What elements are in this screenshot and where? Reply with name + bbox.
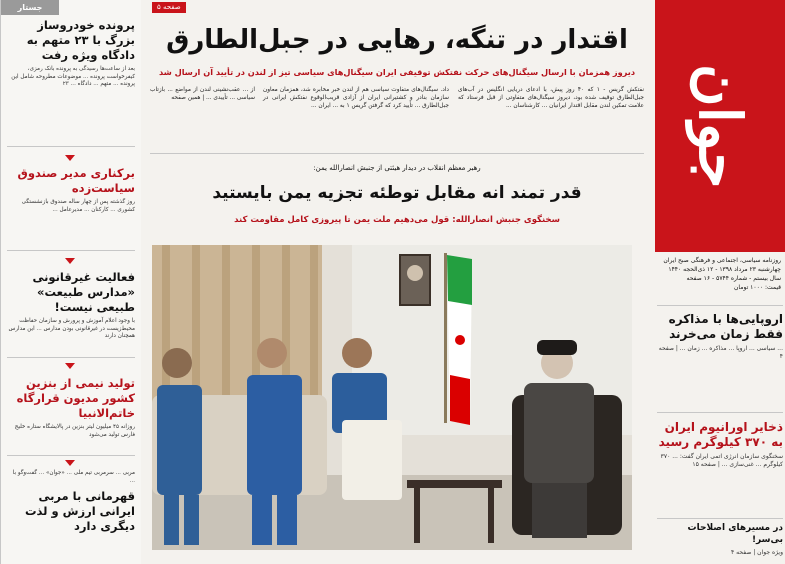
- divider: [657, 412, 783, 413]
- main-subhead: دیروز همزمان با ارسال سیگنال‌های حرکت نفتکش توقیفی ایران سیگنال‌های سیاسی تیز از لندن در تأیید آن ارسال شد: [158, 67, 636, 77]
- right-story: [657, 522, 783, 557]
- left-story-title: برکناری مدیر صندوق سیاست‌زده: [17, 166, 135, 195]
- right-story-body: سخنگوی سازمان انرژی اتمی ایران گفت: ... ۳۷۰ کیلوگرم ... غنی‌سازی ... | صفحه ۱۵: [660, 453, 783, 468]
- right-story-title: در مسیرهای اصلاحات بی‌سر!: [687, 523, 783, 545]
- divider: [657, 518, 783, 519]
- right-story: [657, 420, 783, 469]
- divider: [7, 146, 135, 147]
- left-story-title: فعالیت غیرقانونی «مدارس طبیعت» طبیعی نیست!: [32, 270, 135, 314]
- left-story-body: بعد از ساعت‌ها رسیدگی به پرونده بانک رمزی، کیفرخواست پرونده ... موضوعات مطروحه شامل این پرونده ... متهم ... دادگاه ... ۲۳: [11, 66, 135, 87]
- left-story: [7, 270, 135, 341]
- right-story-body: ... سیاسی ... اروپا ... مذاکره ... زمان ... | صفحه ۴: [658, 345, 783, 360]
- left-story-body: مربی ... سرمربی تیم ملی ... «جوان» ... گفت‌وگو با ...: [12, 470, 135, 484]
- second-sub: سخنگوی جنبش انصارالله: قول می‌دهیم ملت یمن تا پیروزی کامل مقاومت کند: [234, 215, 560, 225]
- divider: [7, 357, 135, 358]
- divider: [657, 305, 783, 306]
- masthead: [655, 0, 785, 252]
- column-brand: جستار: [1, 0, 59, 15]
- main-body-col: داد. سیگنال‌های متفاوت سیاسی هم از لندن خبر مخابره شد، همزمان معاون سازمان بنادر و کشتیرانی ایران از آزادی قریب‌الوقوع نفتکش ایرانی در جبل‌الطارق ... تأیید کرد که گرفتن گریس ۱ به ... ایران ...: [263, 87, 449, 110]
- masthead-info: روزنامه سیاسی، اجتماعی و فرهنگی صبح ایران چهارشنبه ۲۳ مرداد ۱۳۹۸ - ۱۲ ذی‌الحجه ۱۴۴۰ سال بیستم - شماره ۵۷۴۴ - ۱۶ صفحه قیمت: ۱۰۰۰ تومان: [663, 257, 781, 291]
- main-body-col: نفتکش گریس - ۱ که ۴۰ روز پیش، با ادعای دریایی انگلیس در آب‌های جبل‌الطارق توقیف شده بود، دیروز سیگنال‌های متفاوتی از قبل فرستاد که علامت تمکین لندن مقابل اقتدار ایرانیان ... کارشناسان ...: [458, 87, 644, 110]
- meeting-photo: [152, 245, 632, 550]
- left-story-title: تولید نیمی از بنزین کشور مدیون قرارگاه خاتم‌الانبیا: [16, 376, 135, 420]
- triangle-icon: [65, 363, 75, 369]
- left-story-title: پرونده خودروساز بزرگ با ۲۳ متهم به دادگاه ویژه رفت: [26, 18, 135, 62]
- right-story-body: ویژه جوان | صفحه ۴: [730, 549, 783, 556]
- divider: [7, 250, 135, 251]
- left-story-body: روزانه ۴۵ میلیون لیتر بنزین در پالایشگاه ستاره خلیج فارس تولید می‌شود: [14, 424, 135, 438]
- left-story: [7, 166, 135, 214]
- meeting-photo-illustration: [152, 245, 632, 550]
- left-column: [0, 0, 141, 564]
- left-story-title: قهرمانی با مربی ایرانی ارزش و لذت دیگری دارد: [24, 489, 135, 533]
- left-story: [7, 376, 135, 439]
- divider: [7, 455, 135, 456]
- second-headline: قدر تمند انه مقابل توطئه تجزیه یمن بایستید: [212, 183, 582, 203]
- left-story: [7, 18, 135, 89]
- page-label: صفحه ۵: [152, 2, 186, 13]
- right-story: [657, 312, 783, 361]
- triangle-icon: [65, 460, 75, 466]
- left-story: [7, 470, 135, 534]
- left-story-body: با وجود اعلام آموزش و پرورش و سازمان حفاظت محیط‌زیست در غیرقانونی بودن مدارس ... این مدارس همچنان دارند: [8, 318, 135, 339]
- masthead-title: جوان: [686, 63, 754, 189]
- right-story-title: ذخایر اورانیوم ایران به ۳۷۰ کیلوگرم رسید: [658, 420, 783, 449]
- right-story-title: اروپایی‌ها با مذاکره فقط زمان می‌خرند: [668, 312, 783, 341]
- main-body-col: از ... عقب‌نشینی لندن از مواضع ... بازتاب سیاسی ... تأییدی ... | همین صفحه: [150, 87, 255, 102]
- triangle-icon: [65, 258, 75, 264]
- divider: [150, 153, 644, 154]
- second-kicker: رهبر معظم انقلاب در دیدار هیئتی از جنبش انصارالله یمن:: [313, 164, 481, 172]
- left-story-body: روز گذشته پس از چهار ساله صندوق بازنشستگی کشوری ... کارکنان ... مدیرعامل ...: [21, 199, 135, 213]
- main-headline: اقتدار در تنگه، رهایی در جبل‌الطارق: [166, 25, 628, 55]
- triangle-icon: [65, 155, 75, 161]
